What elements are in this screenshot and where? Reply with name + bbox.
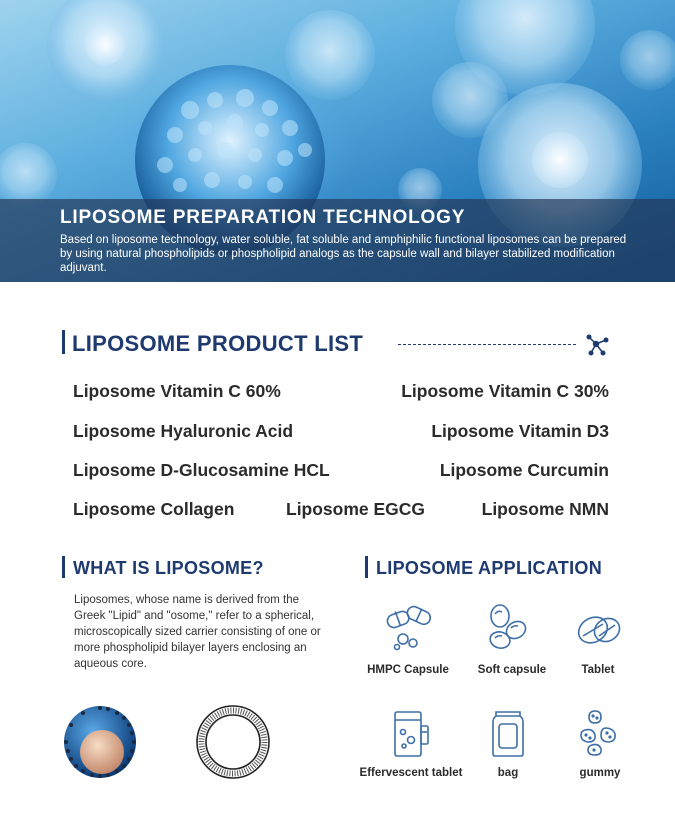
- application-title: LIPOSOME APPLICATION: [376, 558, 603, 578]
- hero-banner: [0, 0, 675, 282]
- section-accent-bar: [365, 556, 368, 578]
- application-label: gummy: [579, 767, 621, 779]
- product-row: [0, 457, 675, 483]
- product-row: [0, 496, 675, 522]
- capsule-icon: [383, 605, 435, 651]
- product-item: Liposome Vitamin D3: [431, 421, 609, 441]
- product-item: Liposome D-Glucosamine HCL: [73, 460, 330, 480]
- bilayer-ring-illustration: [193, 702, 273, 782]
- product-item: Liposome Vitamin C 60%: [73, 381, 281, 401]
- hero-title: LIPOSOME PREPARATION TECHNOLOGY: [60, 207, 466, 228]
- section-accent-bar: [62, 330, 65, 354]
- hero-description: Based on liposome technology, water soluble, fat soluble and amphiphilic functional liposomes can be prepared by using natural phospholipids or phospholipid analogs as the capsule wall and bilayer stabilized modification adjuvant.: [60, 234, 627, 274]
- section-accent-bar: [62, 556, 65, 578]
- product-item: Liposome Hyaluronic Acid: [73, 421, 294, 441]
- what-is-description: Liposomes, whose name is derived from the Greek "Lipid" and "osome," refer to a spherical, microscopically sized carrier consisting of one or more phospholipid bilayer layers enclosing an aqueous core.: [74, 594, 321, 670]
- product-item: Liposome NMN: [481, 499, 609, 519]
- application-label: Tablet: [581, 664, 615, 676]
- application-label: Soft capsule: [477, 664, 547, 676]
- application-label: HMPC Capsule: [367, 664, 449, 676]
- effervescent-tablet-icon: [391, 708, 431, 760]
- tablet-icon: [575, 608, 623, 648]
- product-list-title: LIPOSOME PRODUCT LIST: [72, 331, 364, 356]
- gummy-icon: [577, 708, 621, 758]
- bag-icon: [490, 708, 526, 760]
- hero-caption-band: [0, 199, 675, 282]
- product-item: Liposome Collagen: [73, 499, 235, 519]
- application-label: bag: [497, 767, 519, 779]
- product-item: Liposome EGCG: [286, 499, 426, 519]
- molecule-icon: [584, 331, 612, 359]
- product-item: Liposome Curcumin: [439, 460, 609, 480]
- liposome-sphere-illustration: [62, 700, 142, 785]
- dashed-divider: [398, 344, 576, 345]
- product-row: [0, 378, 675, 404]
- application-label: Effervescent tablet: [359, 767, 463, 779]
- what-is-title: WHAT IS LIPOSOME?: [73, 558, 264, 578]
- product-item: Liposome Vitamin C 30%: [401, 381, 609, 401]
- product-row: [0, 418, 675, 444]
- soft-capsule-icon: [486, 604, 532, 652]
